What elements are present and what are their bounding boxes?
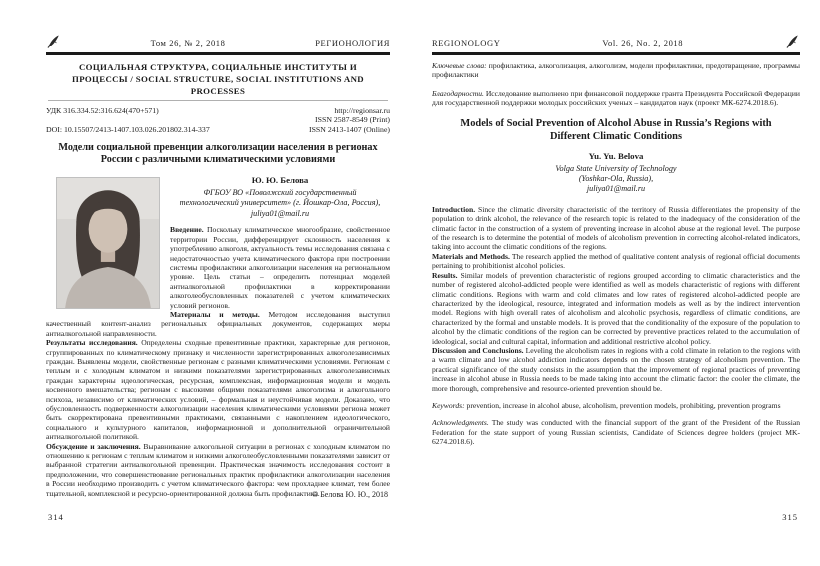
author-name-ru: Ю. Ю. Белова bbox=[251, 175, 309, 186]
affiliation-line: ФГБОУ ВО «Поволжский государственный bbox=[203, 188, 357, 198]
abstract-en bbox=[432, 205, 800, 393]
keywords-ru bbox=[432, 61, 800, 80]
abstract-paragraph bbox=[432, 346, 800, 393]
journal-logo-icon bbox=[785, 34, 800, 49]
abstract-section-label: Discussion and Conclusions. bbox=[432, 345, 524, 355]
acknowledgments-ru bbox=[432, 89, 800, 108]
right-page-header bbox=[432, 34, 800, 52]
issn-print: ISSN 2587-8549 (Print) bbox=[315, 115, 390, 125]
abstract-section-text: The research applied the method of qualitative content analysis of regional official documents pertaining to prohibitionist alcohol policies. bbox=[432, 251, 800, 271]
page-number-left: 314 bbox=[48, 512, 64, 522]
author-name-en: Yu. Yu. Belova bbox=[588, 150, 644, 161]
acknowledgments-ru-text: Исследование выполнено при финансовой поддержке гранта Президента Российской Федерации для государственной поддержки молодых российских ученых – кандидатов наук (проект МК-6274.2018.6). bbox=[432, 88, 800, 108]
section-title: СОЦИАЛЬНАЯ СТРУКТУРА, СОЦИАЛЬНЫЕ ИНСТИТУТЫ И ПРОЦЕССЫ / SOCIAL STRUCTURE, SOCIAL INSTITUTIONS AND PROCESSES bbox=[72, 62, 364, 96]
author-block-ru bbox=[46, 175, 390, 498]
affiliation-line: Volga State University of Technology bbox=[555, 163, 677, 173]
keywords-en-label: Keywords: bbox=[432, 400, 465, 410]
issn-online: ISSN 2413-1407 (Online) bbox=[309, 124, 390, 134]
abstract-section-text: Методом исследования выступил качественный контент-анализ региональных официальных документов, содержащих меры антиалкогольной направленности. bbox=[46, 309, 390, 338]
author-email-link[interactable]: juliya01@mail.ru bbox=[250, 208, 310, 218]
affiliation-line: (Yoshkar-Ola, Russia), bbox=[578, 174, 654, 184]
journal-name-en: REGIONOLOGY bbox=[432, 38, 501, 48]
author-photo bbox=[56, 177, 160, 309]
header-rule bbox=[46, 52, 390, 55]
left-page-header bbox=[46, 34, 390, 52]
acknowledgments-en bbox=[432, 418, 800, 446]
abstract-section-text: Since the climatic diversity characteristic of the territory of Russia differentiates the propensity of the population to drink alcohol, the relevance of the research topic is related to the inadequacy of the consideration of the climatic factor in the construction of a system of preventing increase in alcohol abuse at the regional level. The purpose of the research is to determine the potential of models of alcoholism prevention in correcting alcohol-related indicators, taking into account the climatic conditions of the regions. bbox=[432, 204, 800, 252]
author-email-link[interactable]: juliya01@mail.ru bbox=[586, 184, 646, 194]
author-portrait-icon bbox=[57, 178, 159, 308]
journal-name-ru: РЕГИОНОЛОГИЯ bbox=[315, 38, 390, 48]
section-divider bbox=[48, 100, 388, 101]
abstract-section-text: Выравнивание алкогольной ситуации в регионах с холодным климатом по отношению к регионам с теплым климатом и низкими алкоголеобусловленными показателями зависит от выбранной стратегии антиалкогольной превенции. Практическая значимость исследования состоит в предположении, что совершенствование региональных практик профилактики алкоголизации населения в России необходимо производить с учетом климатического фактора: чем прохладнее климат, тем более тщательной, комплексной и ресурсно-ориентированной должна быть профилактика. bbox=[46, 441, 390, 498]
abstract-paragraph bbox=[432, 271, 800, 346]
affiliation-line: технологический университет» (г. Йошкар-Ола, Россия), bbox=[179, 198, 381, 208]
abstract-section-label: Materials and Methods. bbox=[432, 251, 510, 261]
udc-code: УДК 316.334.52:316.624(470+571) bbox=[46, 106, 159, 115]
abstract-section-text: Определены сходные превентивные практики, характерные для регионов, сгруппированных по климатическому признаку и численности зарегистрированных алкоголезависимых граждан. Выявлены модели, свойственные регионам с разными климатическими условиями. Регионам с теплым и с холодным климатом и низкими показателями зарегистрированных алкоголезависимых граждан характерны идеологическая, ресурсная, комплексная, информационная модели и модель косвенного вмешательства; регионам с высокими общими показателями алкоголизма и алкогольного психоза, независимо от климатических условий, – формальная и неустойчивая модели. Доказано, что обусловленность подверженности алкоголизации населения климатическими условиями региона может быть скорректирована превентивными практиками, связанными с накоплением идеологического, социального и культурного капиталов, информационной и дополнительной ограничительной антиалкогольной политикой. bbox=[46, 338, 390, 442]
abstract-section-label: Введение. bbox=[170, 225, 204, 235]
abstract-section-label: Results. bbox=[432, 270, 458, 280]
right-page bbox=[432, 34, 800, 534]
acknowledgments-en-text: The study was conducted with the financial support of the grant of the President of the Russian Federation for the state support of young Russian scientists, Candidate of Sciences degree holders (project MK-6274.2018.6). bbox=[432, 418, 800, 447]
article-title-en: Models of Social Prevention of Alcohol Abuse in Russia’s Regions with Different Climatic Conditions bbox=[460, 117, 772, 142]
abstract-section-text: Поскольку климатическое многообразие, свойственное территории России, дифференцирует склонность населения к употреблению алкоголя, актуальность темы исследования связана с недостаточностью учета климатического фактора при построении системы профилактики алкоголизации населения на региональном уровне. Цель статьи – определить потенциал моделей антиалкогольной профилактики в корректировании алкоголеобусловленных показателей с учетом климатических условий регионов. bbox=[170, 225, 390, 310]
keywords-en-text: prevention, increase in alcohol abuse, alcoholism, prevention models, prohibiting, prevention programs bbox=[466, 400, 781, 410]
acknowledgments-ru-label: Благодарности. bbox=[432, 88, 484, 98]
keywords-en bbox=[432, 401, 800, 410]
article-title-ru: Модели социальной превенции алкоголизации населения в регионах России с различными климатическими условиями bbox=[58, 141, 378, 166]
abstract-section-label: Материалы и методы. bbox=[170, 309, 260, 319]
abstract-section-text: Leveling the alcoholism rates in regions with a cold climate in relation to the regions with a warm climate and low alcohol addiction indicators depends on the chosen strategy of alcoholism prevention. The practical significance of the study consists in the assumption that the improvement of regional practices of preventing increase in alcohol abuse in Russia needs to be made taking into account the climatic factor: the cooler the climate, the more thorough, comprehensive and resource-oriented prevention should be. bbox=[432, 345, 800, 393]
doi-code: DOI: 10.15507/2413-1407.103.026.201802.314-337 bbox=[46, 124, 210, 134]
journal-logo-icon bbox=[46, 34, 61, 49]
abstract-section-label: Обсуждение и заключения. bbox=[46, 441, 141, 451]
abstract-section-label: Результаты исследования. bbox=[46, 338, 138, 348]
article-meta bbox=[46, 106, 390, 134]
left-page bbox=[46, 34, 390, 534]
abstract-paragraph bbox=[432, 205, 800, 252]
copyright-notice: © Белова Ю. Ю., 2018 bbox=[312, 490, 388, 499]
keywords-ru-label: Ключевые слова: bbox=[432, 61, 487, 70]
page-number-right: 315 bbox=[782, 512, 798, 522]
acknowledgments-en-label: Acknowledgments. bbox=[432, 418, 489, 428]
journal-website-link[interactable]: http://regionsar.ru bbox=[334, 106, 390, 115]
abstract-section-text: Similar models of prevention characteristic of regions grouped according to climatic characteristics and the number of registered alcohol-addicted people were identified as well as models characteristic of regions with different climatic conditions. Regions with warm and cold climates and low rates of registered alcohol-addicted people are characterized by the ideological, resource, integrated and information models as well as by the indirect intervention model. Regions with high overall rates of alcoholism and alcoholic psychosis, regardless of climatic conditions, are characterized by the formal and unstable models. It is proved that the conditionality of the exposure of the population to alcohol by the climatic conditions of the region can be corrected by preventive practices related to the accumulation of ideological, social and cultural capital, information and additional restrictive alcohol policy. bbox=[432, 270, 800, 346]
abstract-paragraph bbox=[46, 310, 390, 338]
abstract-paragraph bbox=[46, 338, 390, 441]
volume-issue-en: Vol. 26, No. 2, 2018 bbox=[602, 38, 684, 48]
abstract-paragraph bbox=[432, 252, 800, 271]
header-rule bbox=[432, 52, 800, 55]
volume-issue-ru: Том 26, № 2, 2018 bbox=[150, 38, 226, 48]
abstract-section-label: Introduction. bbox=[432, 204, 476, 214]
keywords-ru-text: профилактика, алкоголизация, алкоголизм, модели профилактики, предотвращение, программы профилактики bbox=[432, 61, 800, 80]
